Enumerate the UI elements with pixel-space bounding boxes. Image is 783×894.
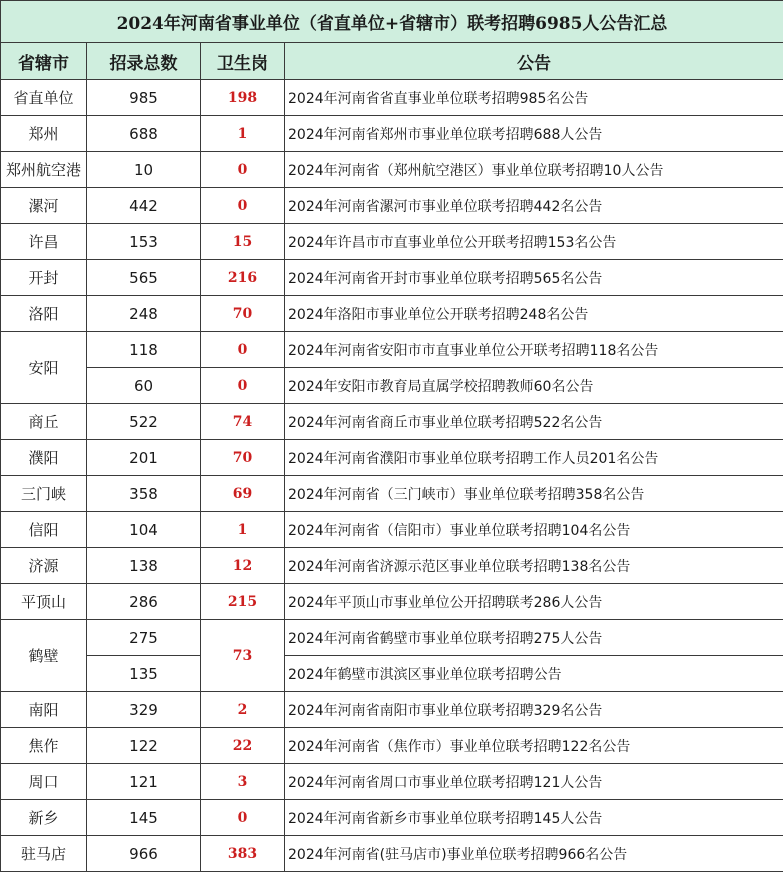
total-cell: 966 [87,836,201,872]
total-cell: 201 [87,440,201,476]
total-cell: 248 [87,296,201,332]
table-row [1,512,783,548]
table-row [1,476,783,512]
table-row [1,656,783,692]
city-cell: 济源 [1,548,87,584]
notice-cell: 2024年河南省（郑州航空港区）事业单位联考招聘10人公告 [285,152,783,188]
table-row [1,620,783,656]
total-cell: 118 [87,332,201,368]
city-cell: 新乡 [1,800,87,836]
city-cell: 濮阳 [1,440,87,476]
city-cell: 洛阳 [1,296,87,332]
notice-cell: 2024年河南省（信阳市）事业单位联考招聘104名公告 [285,512,783,548]
header-notice: 公告 [285,43,783,80]
table-row [1,80,783,116]
notice-cell: 2024年河南省(驻马店市)事业单位联考招聘966名公告 [285,836,783,872]
city-cell: 三门峡 [1,476,87,512]
header-total: 招录总数 [87,43,201,80]
city-cell: 漯河 [1,188,87,224]
table-row [1,440,783,476]
notice-cell: 2024年河南省鹤壁市事业单位联考招聘275人公告 [285,620,783,656]
total-cell: 565 [87,260,201,296]
total-cell: 275 [87,620,201,656]
table-row [1,260,783,296]
notice-cell: 2024年河南省商丘市事业单位联考招聘522名公告 [285,404,783,440]
table-row [1,116,783,152]
table-row [1,584,783,620]
table-row [1,368,783,404]
total-cell: 153 [87,224,201,260]
total-cell: 138 [87,548,201,584]
city-cell: 南阳 [1,692,87,728]
health-cell: 1 [201,116,285,152]
health-cell: 0 [201,332,285,368]
table-row [1,548,783,584]
city-cell: 平顶山 [1,584,87,620]
total-cell: 60 [87,368,201,404]
notice-cell: 2024年许昌市市直事业单位公开联考招聘153名公告 [285,224,783,260]
header-health: 卫生岗 [201,43,285,80]
total-cell: 135 [87,656,201,692]
table-row [1,836,783,872]
health-cell: 2 [201,692,285,728]
total-cell: 122 [87,728,201,764]
health-cell: 198 [201,80,285,116]
health-cell: 3 [201,764,285,800]
table-row [1,188,783,224]
table-row [1,728,783,764]
city-cell: 许昌 [1,224,87,260]
city-cell: 驻马店 [1,836,87,872]
city-cell: 省直单位 [1,80,87,116]
health-cell: 74 [201,404,285,440]
total-cell: 985 [87,80,201,116]
city-cell: 焦作 [1,728,87,764]
health-cell: 383 [201,836,285,872]
health-cell: 73 [201,620,285,692]
title-row [1,1,783,43]
notice-cell: 2024年河南省（三门峡市）事业单位联考招聘358名公告 [285,476,783,512]
health-cell: 0 [201,800,285,836]
total-cell: 104 [87,512,201,548]
city-cell: 鹤壁 [1,620,87,692]
health-cell: 0 [201,188,285,224]
table-row [1,152,783,188]
city-cell: 开封 [1,260,87,296]
health-cell: 15 [201,224,285,260]
notice-cell: 2024年洛阳市事业单位公开联考招聘248名公告 [285,296,783,332]
health-cell: 70 [201,440,285,476]
notice-cell: 2024年河南省新乡市事业单位联考招聘145人公告 [285,800,783,836]
total-cell: 358 [87,476,201,512]
health-cell: 0 [201,152,285,188]
notice-cell: 2024年河南省省直事业单位联考招聘985名公告 [285,80,783,116]
health-cell: 216 [201,260,285,296]
notice-cell: 2024年河南省安阳市市直事业单位公开联考招聘118名公告 [285,332,783,368]
notice-cell: 2024年河南省周口市事业单位联考招聘121人公告 [285,764,783,800]
total-cell: 442 [87,188,201,224]
table-row [1,404,783,440]
table-row [1,296,783,332]
table-title: 2024年河南省事业单位（省直单位+省辖市）联考招聘6985人公告汇总 [1,1,783,43]
total-cell: 522 [87,404,201,440]
notice-cell: 2024年鹤壁市淇滨区事业单位联考招聘公告 [285,656,783,692]
notice-cell: 2024年河南省郑州市事业单位联考招聘688人公告 [285,116,783,152]
notice-cell: 2024年安阳市教育局直属学校招聘教师60名公告 [285,368,783,404]
health-cell: 70 [201,296,285,332]
notice-cell: 2024年河南省开封市事业单位联考招聘565名公告 [285,260,783,296]
notice-cell: 2024年河南省济源示范区事业单位联考招聘138名公告 [285,548,783,584]
health-cell: 1 [201,512,285,548]
total-cell: 121 [87,764,201,800]
health-cell: 69 [201,476,285,512]
total-cell: 145 [87,800,201,836]
health-cell: 22 [201,728,285,764]
health-cell: 0 [201,368,285,404]
notice-cell: 2024年平顶山市事业单位公开招聘联考286人公告 [285,584,783,620]
table-row [1,224,783,260]
health-cell: 12 [201,548,285,584]
city-cell: 商丘 [1,404,87,440]
total-cell: 286 [87,584,201,620]
notice-cell: 2024年河南省南阳市事业单位联考招聘329名公告 [285,692,783,728]
total-cell: 10 [87,152,201,188]
table-row [1,332,783,368]
city-cell: 郑州航空港 [1,152,87,188]
health-cell: 215 [201,584,285,620]
table-row [1,800,783,836]
total-cell: 329 [87,692,201,728]
city-cell: 信阳 [1,512,87,548]
city-cell: 郑州 [1,116,87,152]
total-cell: 688 [87,116,201,152]
table-row [1,764,783,800]
notice-cell: 2024年河南省（焦作市）事业单位联考招聘122名公告 [285,728,783,764]
city-cell: 周口 [1,764,87,800]
header-city: 省辖市 [1,43,87,80]
notice-cell: 2024年河南省濮阳市事业单位联考招聘工作人员201名公告 [285,440,783,476]
table-row [1,692,783,728]
header-row [1,43,783,80]
city-cell: 安阳 [1,332,87,404]
notice-cell: 2024年河南省漯河市事业单位联考招聘442名公告 [285,188,783,224]
